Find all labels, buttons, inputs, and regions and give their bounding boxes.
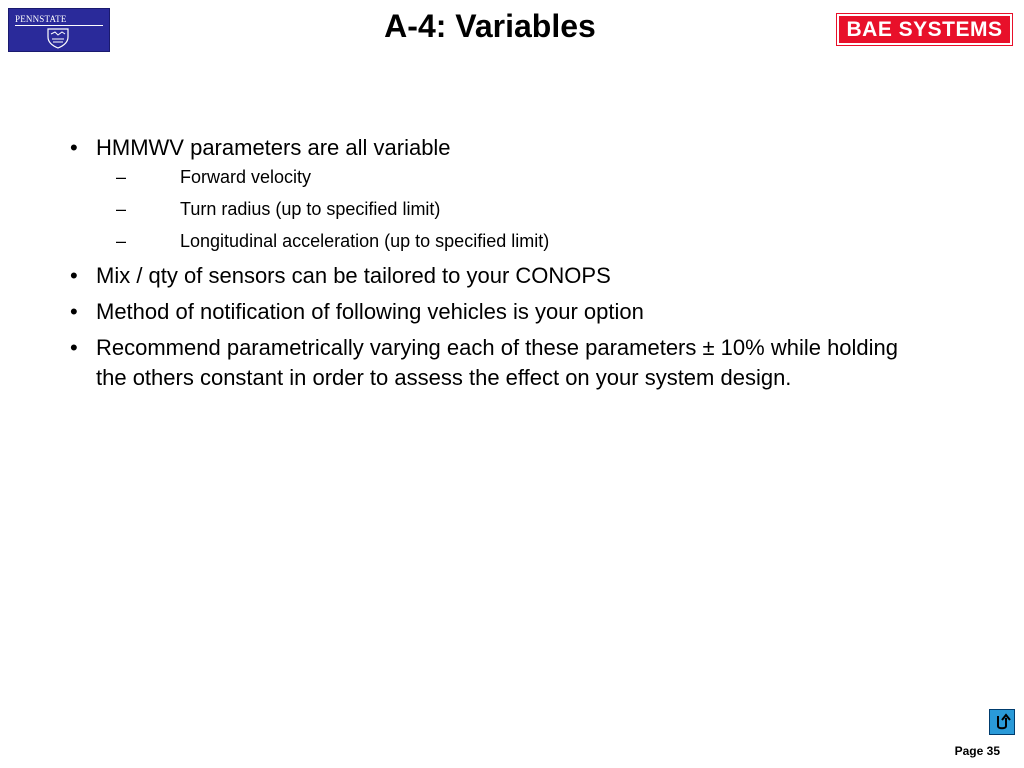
bae-systems-logo-text: BAE SYSTEMS — [846, 17, 1003, 41]
bullet-marker: • — [70, 135, 78, 160]
page-number: Page 35 — [954, 744, 1000, 758]
sub-bullet-list — [70, 165, 910, 253]
bullet-text: Recommend parametrically varying each of these parameters ± 10% while holding the others constant in order to assess the effect on your system design. — [96, 335, 899, 390]
bullet-marker: • — [70, 335, 78, 360]
bullet-text: Mix / qty of sensors can be tailored to your CONOPS — [96, 263, 611, 288]
bullet-item — [70, 297, 910, 327]
bae-systems-logo — [837, 14, 1012, 45]
sub-bullet-item — [70, 165, 910, 189]
bullet-item — [70, 261, 910, 291]
sub-bullet-marker: – — [116, 231, 127, 251]
bullet-item — [70, 333, 910, 393]
pennstate-logo-text: PENNSTATE — [15, 14, 67, 24]
sub-bullet-text: Forward velocity — [180, 167, 312, 187]
return-arrow-icon — [990, 710, 1014, 734]
bullet-marker: • — [70, 263, 78, 288]
return-button[interactable] — [989, 709, 1015, 735]
sub-bullet-item — [70, 197, 910, 221]
sub-bullet-item — [70, 229, 910, 253]
bullet-marker: • — [70, 299, 78, 324]
sub-bullet-text: Turn radius (up to specified limit) — [180, 199, 441, 219]
bullet-item — [70, 133, 910, 163]
bullet-text: Method of notification of following vehicles is your option — [96, 299, 644, 324]
slide-content — [70, 133, 910, 399]
sub-bullet-marker: – — [116, 199, 127, 219]
sub-bullet-marker: – — [116, 167, 127, 187]
page-title: A-4: Variables — [384, 8, 596, 44]
bullet-text: HMMWV parameters are all variable — [96, 135, 451, 160]
sub-bullet-text: Longitudinal acceleration (up to specified limit) — [180, 231, 550, 251]
